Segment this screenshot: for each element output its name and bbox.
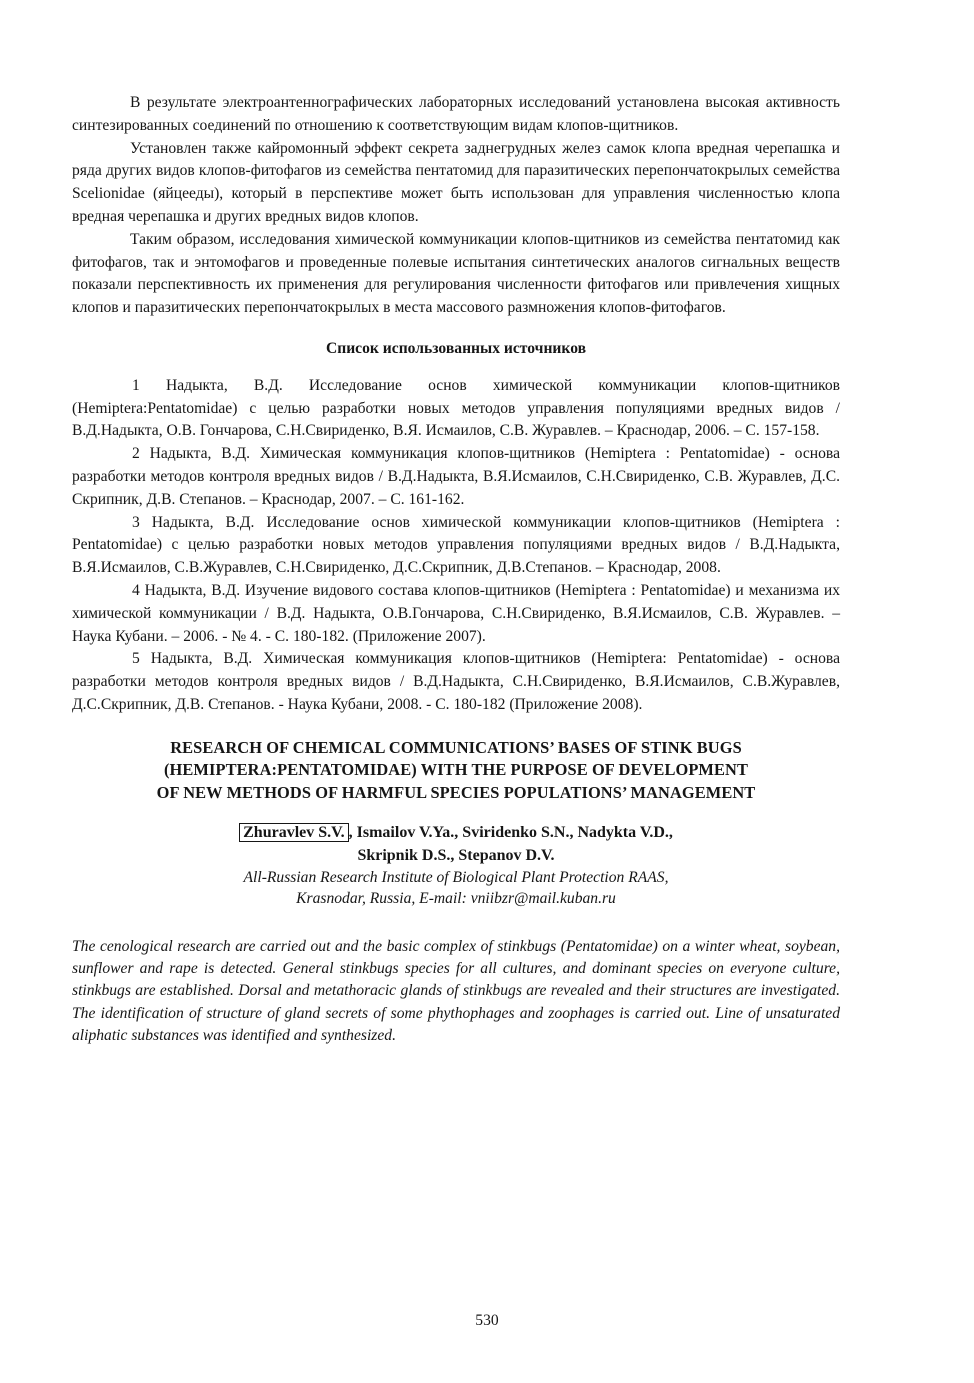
english-title-line: RESEARCH OF CHEMICAL COMMUNICATIONS’ BASES OF STINK BUGS bbox=[170, 737, 742, 757]
reference-item: 3 Надыкта, В.Д. Исследование основ химической коммуникации клопов-щитников (Hemiptera : Pentatomidae) с целью разработки новых методов управления популяциями вредных видов / В.Д.Надыкта, В.Я.Исмаилов, С.В.Журавлев, С.Н.Свириденко, Д.С.Скрипник, Д.В.Степанов. – Краснодар, 2008. bbox=[72, 513, 840, 577]
body-paragraph: Таким образом, исследования химической коммуникации клопов-щитников из семейства пентатомид как фитофагов, так и энтомофагов и проведенные полевые испытания синтетических аналогов сигнальных веществ показали перспективность их применения для регулирования численности фитофагов или привлечения хищных клопов и паразитических перепончатокрылых в места массового размножения клопов-фитофагов. bbox=[72, 230, 840, 317]
affiliation-line: All-Russian Research Institute of Biological Plant Protection RAAS, bbox=[243, 868, 669, 886]
body-paragraph: В результате электроантеннографических лабораторных исследований установлена высокая активность синтезированных соединений по отношению к соответствующим видам клопов-щитников. bbox=[72, 94, 840, 134]
english-title-line: (HEMIPTERA:PENTATOMIDAE) WITH THE PURPOSE OF DEVELOPMENT bbox=[163, 760, 749, 780]
abstract: The cenological research are carried out and the basic complex of stinkbugs (Pentatomidae) on a winter wheat, soybean, sunflower and rape is detected. General stinkbugs species for all cultures, and dominant species on everyone culture, stinkbugs are established. Dorsal and metathoracic glands of stinkbugs are revealed and their structures are investigated. The identification of structure of gland secrets of some phythophages and zoophages is carried out. Line of unsaturated aliphatic substances was identified and synthesized. bbox=[72, 937, 840, 1045]
references-title: Список использованных источников bbox=[325, 339, 587, 357]
reference-item: 4 Надыкта, В.Д. Изучение видового состава клопов-щитников (Hemiptera : Pentatomidae) и механизма их химической коммуникации / В.Д. Надыкта, О.В.Гончарова, С.Н.Свириденко, В.Я.Исмаилов, С.В. Журавлев. – Наука Кубани. – 2006. - № 4. - С. 180-182. (Приложение 2007). bbox=[72, 581, 840, 645]
authors-line bbox=[72, 821, 840, 844]
references-list bbox=[72, 375, 840, 717]
reference-item: 2 Надыкта, В.Д. Химическая коммуникация клопов-щитников (Hemiptera : Pentatomidae) - основа разработки методов контроля вредных видов / В.Д.Надыкта, В.Я.Исмаилов, С.Н.Свириденко, С.В. Журавлев, Д.С. Скрипник, Д.В. Степанов. – Краснодар, 2007. – С. 161-162. bbox=[72, 445, 840, 508]
reference-item: 1 Надыкта, В.Д. Исследование основ химической коммуникации клопов-щитников (Hemiptera:Pentatomidae) с целью разработки новых методов управления популяциями вредных видов / В.Д.Надыкта, О.В. Гончарова, С.Н.Свириденко, В.Я. Исмаилов, С.В. Журавлев. – Краснодар, 2006. – С. 157-158. bbox=[72, 376, 840, 440]
authors-rest: , Ismailov V.Ya., Sviridenko S.N., Nadykta V.D., bbox=[348, 823, 673, 841]
page-number: 530 bbox=[475, 1312, 499, 1329]
authors bbox=[72, 821, 840, 867]
page-content bbox=[72, 92, 840, 1048]
english-title-line: OF NEW METHODS OF HARMFUL SPECIES POPULATIONS’ MANAGEMENT bbox=[156, 782, 756, 802]
affiliation-line: Krasnodar, Russia, E-mail: vniibzr@mail.kuban.ru bbox=[296, 890, 616, 907]
authors-line: Skripnik D.S., Stepanov D.V. bbox=[357, 846, 555, 864]
affiliation bbox=[72, 867, 840, 910]
english-title bbox=[72, 737, 840, 805]
reference-item: 5 Надыкта, В.Д. Химическая коммуникация клопов-щитников (Hemiptera: Pentatomidae) - основа разработки методов контроля вредных видов / В.Д.Надыкта, С.Н.Свириденко, В.Я.Исмаилов, С.В.Журавлев, Д.С.Скрипник, Д.В. Степанов. - Наука Кубани, 2008. - С. 180-182 (Приложение 2008). bbox=[72, 650, 840, 713]
boxed-author: Zhuravlev S.V. bbox=[239, 823, 349, 842]
body-paragraph: Установлен также кайромонный эффект секрета заднегрудных желез самок клопа вредная черепашка и ряда других видов клопов-фитофагов из семейства пентатомид для паразитических перепончатокрылых семейства Scelionidae (яйцееды), который в перспективе может быть использован для управления численностью клопа вредная черепашка и других вредных видов клопов. bbox=[72, 139, 840, 225]
